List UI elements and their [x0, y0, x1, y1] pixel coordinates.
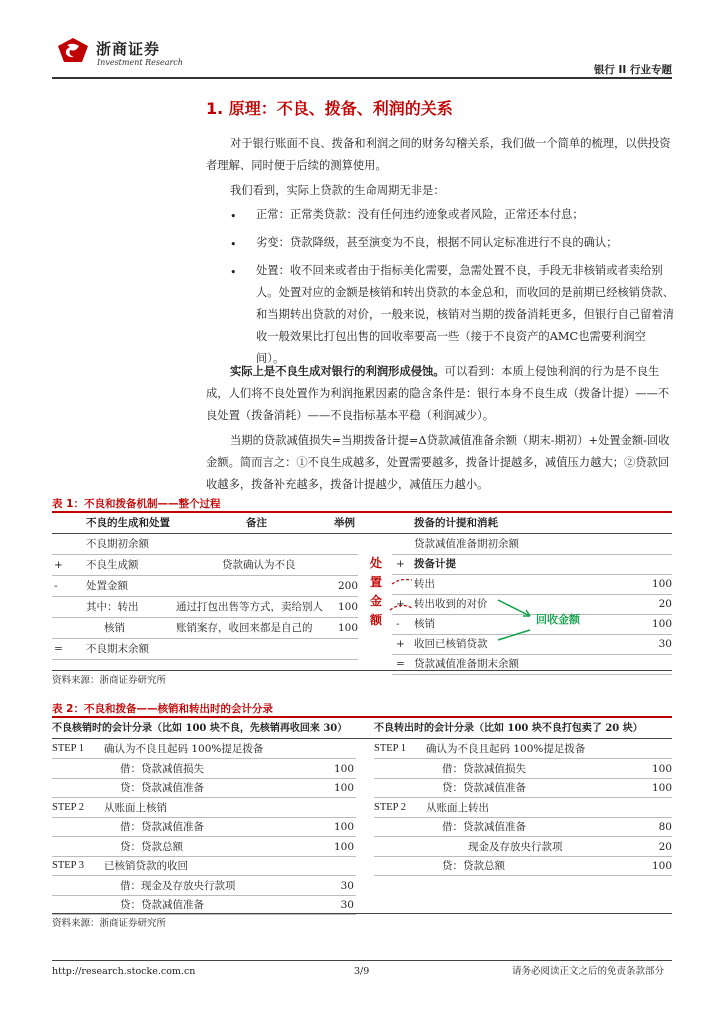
table-row-divider	[392, 554, 672, 555]
table2-desc: 现金及存放央行款项	[468, 840, 563, 853]
table2-caption: 表 2：不良和拨备——核销和转出时的会计分录	[52, 703, 273, 715]
table2-top-rule	[52, 716, 672, 718]
table1-right-item: 贷款减值准备期初余额	[414, 538, 519, 550]
table1-right-sign: +	[396, 638, 405, 650]
paragraph-3-rest: 可以看到：本质上侵蚀利润的行为是不良生成，人们将不良处置作为利润拖累因素的隐含条件是：银行本身不良生成（拨备计提）——不良处置（拨备消耗）——不良指标基本平稳（利润减少）。	[206, 365, 670, 422]
table2-desc: 借：现金及存放央行款项	[120, 879, 236, 892]
table-row-divider	[52, 895, 356, 896]
table-row-divider	[374, 778, 672, 779]
table2-step: STEP 1	[374, 743, 406, 754]
annot-char: 处	[370, 556, 383, 570]
annot-arrows	[380, 570, 560, 650]
table-row-divider	[52, 617, 358, 618]
table-row-divider	[374, 758, 672, 759]
table1-right-sign: =	[396, 658, 405, 670]
table1-left-val: 100	[337, 622, 358, 634]
table1-right-item: 贷款减值准备期末余额	[414, 658, 519, 670]
table1-left-note: 账销案存，收回来都是自己的	[176, 622, 313, 634]
table2-desc: 借：贷款减值准备	[442, 821, 526, 833]
paragraph-3	[206, 360, 674, 427]
table2-val: 100	[333, 782, 354, 794]
table2-val: 100	[333, 762, 354, 775]
table2-val: 100	[333, 821, 354, 833]
table-row-divider	[374, 797, 672, 798]
table1-right-val: 30	[658, 638, 672, 650]
annot-recover: 回收金额	[536, 613, 580, 626]
header-rule	[52, 77, 672, 79]
table1-left-sign: -	[54, 580, 58, 592]
table2-desc: 贷：贷款总额	[120, 840, 183, 853]
table-row-divider	[52, 758, 356, 759]
table1-left-val: 200	[337, 580, 358, 592]
table1-left-item: 不良生成额	[86, 559, 139, 571]
table1-caption: 表 1：不良和拨备机制——整个过程	[52, 498, 221, 510]
table2-val: 100	[651, 762, 672, 775]
table1-left-sign: =	[54, 643, 63, 655]
table2-val: 100	[333, 840, 354, 853]
table1-left-item: 其中：转出	[86, 601, 139, 613]
table1-header-rule	[52, 533, 672, 534]
table-row-divider	[52, 797, 356, 798]
table1-right-sign: -	[396, 618, 400, 630]
table1-right-item: 转出收到的对价	[414, 598, 488, 610]
table2-desc: 借：贷款减值损失	[120, 762, 204, 775]
report-type: 银行 II 行业专题	[593, 64, 672, 76]
annot-char: 金	[370, 594, 383, 608]
table2-desc: 贷：贷款减值准备	[120, 782, 204, 794]
table1-right-sign: +	[396, 558, 405, 570]
table-row-divider	[52, 856, 356, 857]
table-row-divider	[52, 778, 356, 779]
table-row-divider	[52, 575, 358, 576]
table-row-divider	[374, 817, 672, 818]
section-title: 1. 原理：不良、拨备、利润的关系	[206, 99, 453, 118]
table2-step: STEP 3	[52, 860, 84, 871]
table1-right-item: 核销	[414, 618, 435, 630]
paragraph-2: 我们看到，实际上贷款的生命周期无非是：	[230, 184, 445, 197]
table1-right-val: 20	[658, 598, 672, 610]
table2-desc: 从账面上转出	[426, 801, 489, 814]
table-row-divider	[374, 856, 672, 857]
table1-right-sign: +	[396, 598, 405, 610]
table-row-divider	[52, 836, 356, 837]
annot-char: 额	[370, 613, 383, 627]
table-row-divider	[52, 659, 358, 660]
logo-icon	[56, 36, 90, 64]
table1-left-note: 贷款确认为不良	[222, 559, 296, 571]
table1-header-note: 备注	[246, 517, 267, 529]
footer-url[interactable]: http://research.stocke.com.cn	[52, 966, 196, 977]
table2-val: 30	[340, 879, 354, 892]
table1-header-right: 拨备的计提和消耗	[414, 517, 498, 529]
table2-step: STEP 2	[374, 801, 406, 813]
table2-left-title: 不良核销时的会计分录（比如 100 块不良，先核销再收回来 30）	[52, 723, 348, 734]
table1-header-val: 举例	[334, 517, 355, 529]
table1-bottom-rule	[52, 670, 672, 671]
bullet-dot: •	[230, 238, 237, 251]
table1-right-val: 100	[651, 618, 672, 630]
table2-val: 80	[658, 821, 672, 833]
footer-disclaimer: 请务必阅读正文之后的免责条款部分	[512, 966, 665, 977]
table2-source: 资料来源：浙商证券研究所	[52, 918, 167, 929]
paragraph-3-bold: 实际上是不良生成对银行的利润形成侵蚀。	[230, 364, 445, 378]
bullet-dot: •	[230, 266, 237, 279]
table2-desc: 从账面上核销	[104, 801, 167, 814]
table1-header-left: 不良的生成和处置	[86, 517, 170, 529]
table2-desc: 借：贷款减值损失	[442, 762, 526, 775]
table1-left-note: 通过打包出售等方式，卖给别人	[176, 601, 323, 613]
paragraph-1: 对于银行账面不良、拨备和利润之间的财务勾稽关系，我们做一个简单的梳理，以供投资者理解、同时便于后续的测算使用。	[206, 137, 671, 172]
table2-desc: 贷：贷款减值准备	[120, 899, 204, 911]
table1-left-item: 处置金额	[86, 580, 128, 592]
table1-source: 资料来源：浙商证券研究所	[52, 675, 167, 686]
table2-step: STEP 1	[52, 743, 84, 754]
footer-rule	[52, 960, 672, 961]
table2-desc: 确认为不良且起码 100%提足拨备	[426, 743, 586, 755]
table1-right-item: 拨备计提	[414, 558, 456, 570]
table1-left-val: 100	[337, 601, 358, 613]
bullet-dot: •	[230, 210, 237, 223]
brand-cn: 浙商证券	[96, 40, 161, 58]
table-row-divider	[374, 836, 672, 837]
table-row-divider	[392, 654, 672, 655]
table2-val: 20	[658, 840, 672, 853]
table1-left-item: 不良期末余额	[86, 643, 149, 655]
table-row-divider	[52, 875, 356, 876]
table1-top-rule	[52, 511, 672, 513]
table2-desc: 贷：贷款减值准备	[442, 782, 526, 794]
table1-left-item: 核销	[104, 622, 125, 634]
table2-desc: 借：贷款减值准备	[120, 821, 204, 833]
paragraph-4: 当期的贷款减值损失=当期拨备计提=Δ贷款减值准备余额（期末-期初）+处置金额-回收金额。简而言之：①不良生成越多，处置需要越多，拨备计提越多，减值压力越大；②贷款回收越多，拨备补充越多，拨备计提越少，减值压力越小。	[206, 434, 670, 491]
annot-char: 置	[370, 575, 383, 589]
table-row-divider	[392, 674, 672, 675]
table2-right-title: 不良转出时的会计分录（比如 100 块不良打包卖了 20 块）	[374, 723, 643, 734]
table2-header-rule	[52, 738, 672, 739]
table-row-divider	[52, 638, 358, 639]
table2-desc: 确认为不良且起码 100%提足拨备	[104, 743, 264, 755]
table-row-divider	[374, 875, 672, 876]
brand-en: Investment Research	[97, 58, 183, 67]
table1-right-item: 收回已核销贷款	[414, 638, 488, 650]
table2-val: 30	[340, 899, 354, 911]
page-number: 3/9	[354, 966, 370, 977]
table1-right-val: 100	[651, 578, 672, 590]
table2-step: STEP 2	[52, 801, 84, 813]
bullet-3: 处置：收不回来或者由于指标美化需要，急需处置不良，手段无非核销或者卖给别人。处置对应的金额是核销和转出贷款的本金总和，而收回的是前期已经核销贷款、和当期转出贷款的对价，一般来说，核销对当期的拨备消耗更多，但银行自己留着清收一般效果比打包出售的回收率要高一些（接于不良资产的AMC也需要利润空间）。	[256, 264, 674, 365]
table-row-divider	[52, 596, 358, 597]
table1-right-item: 转出	[414, 578, 435, 590]
table1-left-sign: +	[54, 559, 63, 571]
table-row-divider	[52, 554, 358, 555]
bullet-2: 劣变：贷款降级，甚至演变为不良，根据不同认定标准进行不良的确认；	[256, 236, 618, 249]
table2-bottom-rule	[52, 913, 672, 914]
header	[0, 0, 724, 80]
table2-desc: 已核销贷款的收回	[104, 860, 188, 872]
table2-val: 100	[651, 782, 672, 794]
bullet-1: 正常：正常类贷款：没有任何违约迹象或者风险，正常还本付息；	[256, 208, 584, 221]
table1-left-item: 不良期初余额	[86, 538, 149, 550]
table2-val: 100	[651, 860, 672, 872]
table-row-divider	[52, 914, 356, 915]
table-row-divider	[52, 817, 356, 818]
table2-desc: 贷：贷款总额	[442, 860, 505, 872]
